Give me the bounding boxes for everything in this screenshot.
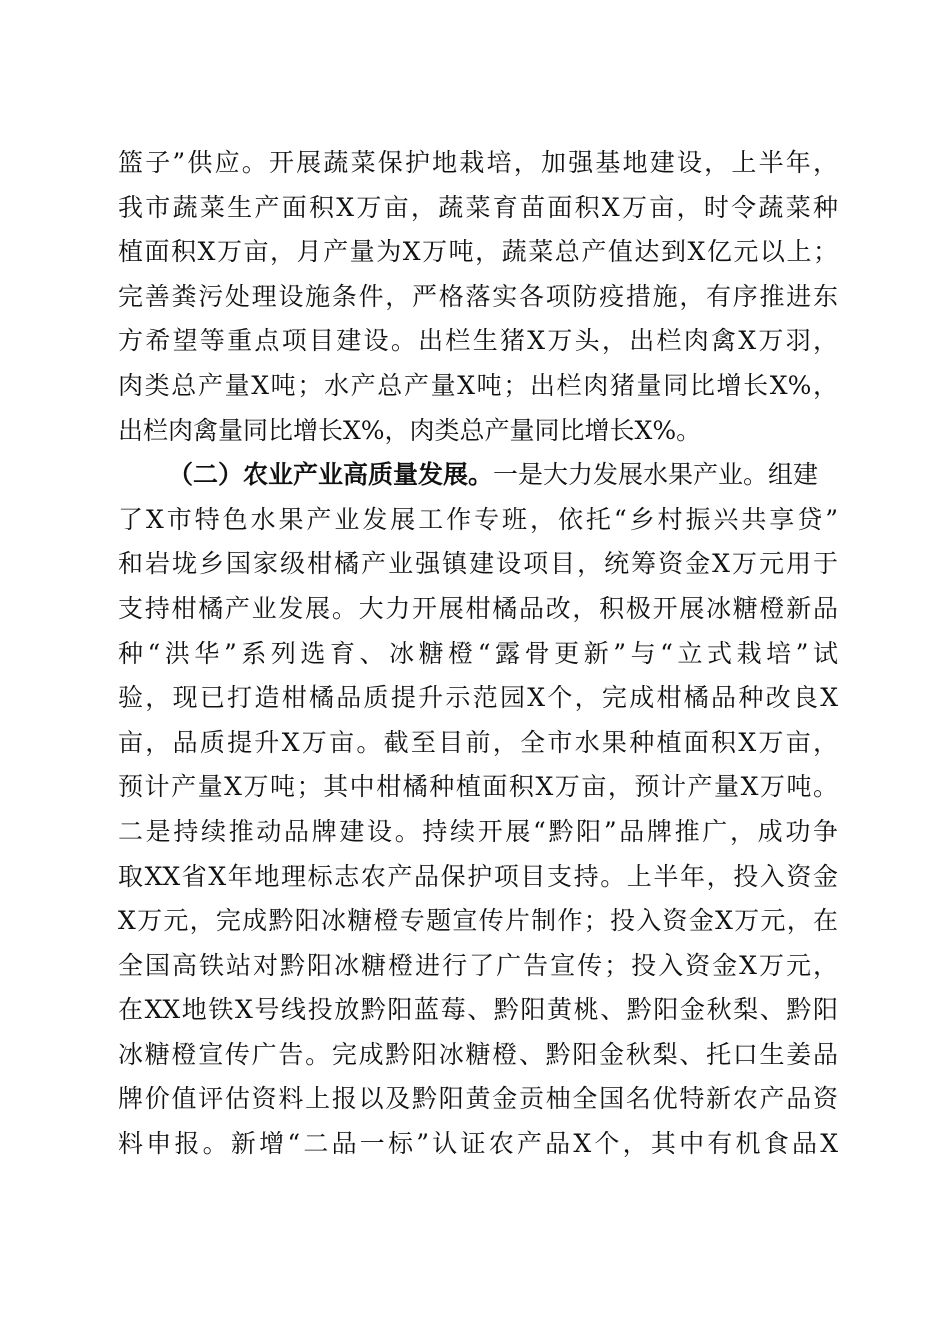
text-line: 亩，品质提升X万亩。截至目前，全市水果种植面积X万亩， xyxy=(118,727,838,757)
text-line: X万元，完成黔阳冰糖橙专题宣传片制作；投入资金X万元，在 xyxy=(118,906,838,936)
text-line: 肉类总产量X吨；水产总产量X吨；出栏肉猪量同比增长X%， xyxy=(118,370,838,400)
text-line: 冰糖橙宣传广告。完成黔阳冰糖橙、黔阳金秋梨、托口生姜品 xyxy=(118,1039,838,1069)
text-line: 出栏肉禽量同比增长X%，肉类总产量同比增长X%。 xyxy=(118,415,702,445)
section-heading: （二）农业产业高质量发展。 xyxy=(168,460,494,490)
document-body xyxy=(118,141,838,1167)
text-line: 全国高铁站对黔阳冰糖橙进行了广告宣传；投入资金X万元， xyxy=(118,950,838,980)
text-line: 种“洪华”系列选育、冰糖橙“露骨更新”与“立式栽培”试 xyxy=(118,638,838,668)
text-line: 取XX省X年地理标志农产品保护项目支持。上半年，投入资金 xyxy=(118,861,838,891)
text-line: 篮子”供应。开展蔬菜保护地栽培，加强基地建设，上半年， xyxy=(118,148,838,177)
text-line: 我市蔬菜生产面积X万亩，蔬菜育苗面积X万亩，时令蔬菜种 xyxy=(118,192,838,222)
text-line: 料申报。新增“二品一标”认证农产品X个，其中有机食品X xyxy=(118,1129,838,1159)
text-line: 和岩垅乡国家级柑橘产业强镇建设项目，统筹资金X万元用于 xyxy=(118,549,838,579)
text-line: 支持柑橘产业发展。大力开展柑橘品改，积极开展冰糖橙新品 xyxy=(118,593,838,623)
text-line: 方希望等重点项目建设。出栏生猪X万头，出栏肉禽X万羽， xyxy=(118,326,838,356)
text-line: 预计产量X万吨；其中柑橘种植面积X万亩，预计产量X万吨。 xyxy=(118,772,838,802)
text-line: 二是持续推动品牌建设。持续开展“黔阳”品牌推广，成功争 xyxy=(118,816,838,846)
text-line: 完善粪污处理设施条件，严格落实各项防疫措施，有序推进东 xyxy=(118,281,838,311)
section-first-line xyxy=(118,453,838,498)
section-first-line-text: 一是大力发展水果产业。组建 xyxy=(493,460,819,490)
text-line: 植面积X万亩，月产量为X万吨，蔬菜总产值达到X亿元以上； xyxy=(118,237,838,267)
text-line: 牌价值评估资料上报以及黔阳黄金贡柚全国名优特新农产品资 xyxy=(118,1084,838,1114)
text-line: 在XX地铁X号线投放黔阳蓝莓、黔阳黄桃、黔阳金秋梨、黔阳 xyxy=(118,995,838,1025)
text-line: 验，现已打造柑橘品质提升示范园X个，完成柑橘品种改良X xyxy=(118,683,838,713)
text-line: 了X市特色水果产业发展工作专班，依托“乡村振兴共享贷” xyxy=(118,504,838,534)
